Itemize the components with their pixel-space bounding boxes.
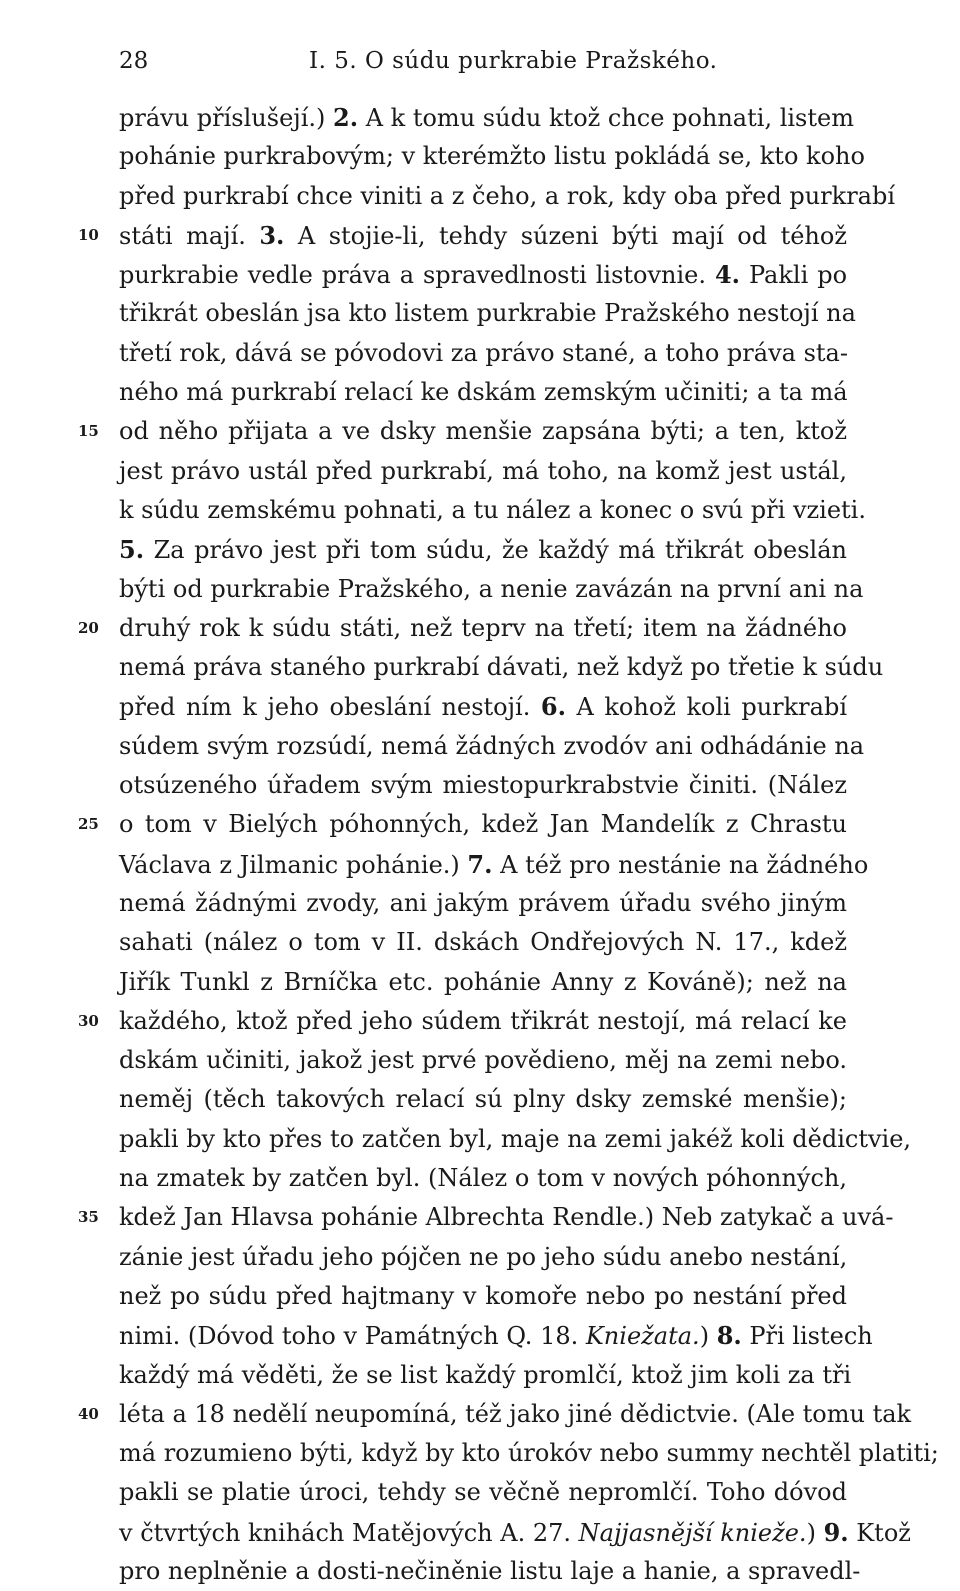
text-run: zánie jest úřadu jeho pójčen ne po jeho súdu anebo nestání, [119,1242,848,1271]
line-number: 10 [78,225,99,244]
section-number: 8. [716,1321,742,1351]
text-line [0,923,960,962]
running-title: I. 5. O súdu purkrabie Pražského. [309,48,718,74]
text-line [0,412,960,451]
text-run: býti od purkrabie Pražského, a nenie zavázán na první ani na [119,574,864,603]
text-run: každý má věděti, že se list každý promlčí, ktož jim koli za tři [119,1360,852,1389]
text-line [0,255,960,294]
page-number: 28 [119,48,149,74]
text-line [0,294,960,333]
text-run: k súdu zemskému pohnati, a tu nález a konec o svú při vzieti. [119,495,866,524]
text-run: na zmatek by zatčen byl. (Nález o tom v nových póhonných, [119,1164,847,1193]
text-run: druhý rok k súdu státi, než teprv na třetí; item na žádného [119,613,847,642]
text-line [0,845,960,884]
line-number: 15 [78,422,99,441]
text-line [0,1159,960,1198]
line-text [119,177,896,216]
line-text [119,137,865,176]
text-run: kdež Jan Hlavsa pohánie Albrechta Rendle.) Neb zatykač a uvá- [119,1203,894,1232]
line-number: 35 [78,1208,99,1227]
text-run: ) [699,1322,717,1351]
text-run: A k tomu súdu ktož chce pohnati, listem [358,104,854,132]
text-line [0,609,960,648]
text-run: pakli se platie úroci, tehdy se věčně nepromlčí. Toho dóvod [119,1478,847,1507]
text-line [0,766,960,805]
line-text [119,1120,912,1159]
text-line [0,1238,960,1277]
text-line [0,491,960,530]
text-run: před purkrabí chce viniti a z čeho, a rok, kdy oba před purkrabí [119,181,896,210]
text-run: nimi. (Dóvod toho v Památných Q. 18. [119,1322,586,1351]
text-run: dskám učiniti, jakož jest prvé povědieno, měj na zemi nebo. [119,1046,847,1075]
line-text [119,1473,847,1512]
text-run: má rozumieno býti, když by kto úrokóv nebo summy nechtěl platiti; [119,1439,939,1468]
text-run: před ním k jeho obeslání nestojí. [119,693,541,722]
text-run: súdem svým rozsúdí, nemá žádných zvodóv ani odhádánie na [119,731,865,760]
text-line [0,1473,960,1512]
text-line [0,373,960,412]
text-line [0,530,960,569]
text-run: pakli by kto přes to zatčen byl, maje na zemi jakéž koli dědictvie, [119,1124,912,1153]
text-run: právu příslušejí.) [119,104,334,132]
line-text [119,1395,912,1434]
section-number: 6. [540,692,566,722]
text-run: A též pro nestánie na žádného [492,850,869,879]
section-number: 3. [259,220,285,250]
line-number: 40 [78,1404,99,1423]
text-line [0,1120,960,1159]
text-line [0,1080,960,1119]
text-line [0,884,960,923]
line-text [119,1080,847,1119]
text-line [0,98,960,137]
line-text [119,1316,873,1356]
line-number: 30 [78,1011,99,1030]
section-number: 2. [333,103,359,132]
text-line [0,1316,960,1355]
line-text [119,491,866,530]
line-text [119,1356,852,1395]
line-text [119,923,847,962]
line-text [119,1041,847,1080]
text-run: Při listech [741,1322,873,1351]
line-text [119,1238,847,1277]
text-run: nemá žádnými zvody, ani jakým právem úřadu svého jiným [119,888,847,917]
section-number: 7. [467,849,493,879]
text-run: třikrát obeslán jsa kto listem purkrabie Pražského nestojí na [119,299,856,328]
text-run: ného má purkrabí relací ke dskám zemským učiniti; a ta má [119,378,848,407]
text-line [0,1041,960,1080]
italic-text: Kniežata. [585,1322,700,1351]
line-text [119,727,865,766]
text-run: Za právo jest při tom súdu, že každý má třikrát obeslán [144,536,847,565]
text-run: nemá práva staného purkrabí dávati, než když po třetie k súdu [119,653,884,682]
text-run: pohánie purkrabovým; v kterémžto listu pokládá se, kto koho [119,142,865,171]
line-text [119,1159,847,1198]
line-text [119,530,847,570]
text-run: o tom v Bielých póhonných, kdež Jan Mandelík z Chrastu [119,810,847,839]
text-run: v čtvrtých knihách Matějových A. 27. [119,1518,579,1547]
text-line [0,648,960,687]
line-text [119,452,847,491]
line-text [119,570,864,609]
line-text [119,805,847,844]
text-run: pro neplněnie a dosti-nečiněnie listu laje a hanie, a spravedl- [119,1556,861,1585]
text-line [0,1198,960,1237]
text-body [0,98,960,1591]
text-run: třetí rok, dává se póvodovi za právo stané, a toho práva sta- [119,338,848,367]
line-text [119,1513,911,1553]
line-text [119,884,847,923]
text-run: Jiřík Tunkl z Brníčka etc. pohánie Anny z Kováně); než na [119,967,847,996]
text-line [0,1277,960,1316]
text-line [0,177,960,216]
line-text [119,963,847,1002]
italic-text: Najjasnější knieže. [578,1518,807,1547]
text-run: každého, ktož před jeho súdem třikrát nestojí, má relací ke [119,1006,847,1035]
text-line [0,216,960,255]
section-number: 5. [119,535,145,565]
text-run: od něho přijata a ve dsky menšie zapsána býti; a ten, ktož [119,417,847,446]
line-text [119,1434,939,1473]
line-text [119,1552,861,1591]
text-line [0,963,960,1002]
line-text [119,1002,847,1041]
text-run: Ktož [848,1518,911,1547]
line-text [119,1277,847,1316]
line-text [119,373,847,412]
line-text [119,609,847,648]
text-run: sahati (nález o tom v II. dskách Ondřejových N. 17., kdež [119,928,847,957]
text-line [0,137,960,176]
line-text [119,412,847,451]
line-text [119,766,847,805]
text-line [0,1434,960,1473]
line-text [119,98,854,138]
line-text [119,1198,894,1237]
text-line [0,1513,960,1552]
text-line [0,727,960,766]
text-run: státi mají. [119,221,260,250]
line-text [119,687,847,727]
text-run: A kohož koli purkrabí [565,693,848,722]
line-text [119,216,847,256]
text-run: jest právo ustál před purkrabí, má toho, na komž jest ustál, [119,456,847,485]
page-header [119,44,847,78]
text-line [0,687,960,726]
text-run: Václava z Jilmanic pohánie.) [119,850,468,879]
text-line [0,1395,960,1434]
text-run: léta a 18 nedělí neupomíná, též jako jiné dědictvie. (Ale tomu tak [119,1399,912,1428]
text-line [0,1002,960,1041]
text-line [0,452,960,491]
text-run: Pakli po [740,261,848,290]
line-text [119,334,847,373]
text-line [0,1356,960,1395]
text-line [0,334,960,373]
line-number: 20 [78,618,99,637]
section-number: 9. [823,1517,849,1547]
section-number: 4. [714,260,741,290]
line-text [119,294,856,333]
text-line [0,1552,960,1591]
line-number: 25 [78,815,99,834]
text-run: než po súdu před hajtmany v komoře nebo po nestání před [119,1281,847,1310]
text-run: A stojie-li, tehdy súzeni býti mají od téhož [284,221,847,250]
text-run: otsúzeného úřadem svým miestopurkrabstvie činiti. (Nález [119,771,847,800]
text-run: neměj (těch takových relací sú plny dsky zemské menšie); [119,1085,847,1114]
text-line [0,570,960,609]
line-text [119,648,884,687]
text-run: ) [806,1518,824,1547]
line-text [119,845,869,885]
line-text [119,255,847,295]
text-line [0,805,960,844]
text-run: purkrabie vedle práva a spravedlnosti listovnie. [119,261,715,290]
